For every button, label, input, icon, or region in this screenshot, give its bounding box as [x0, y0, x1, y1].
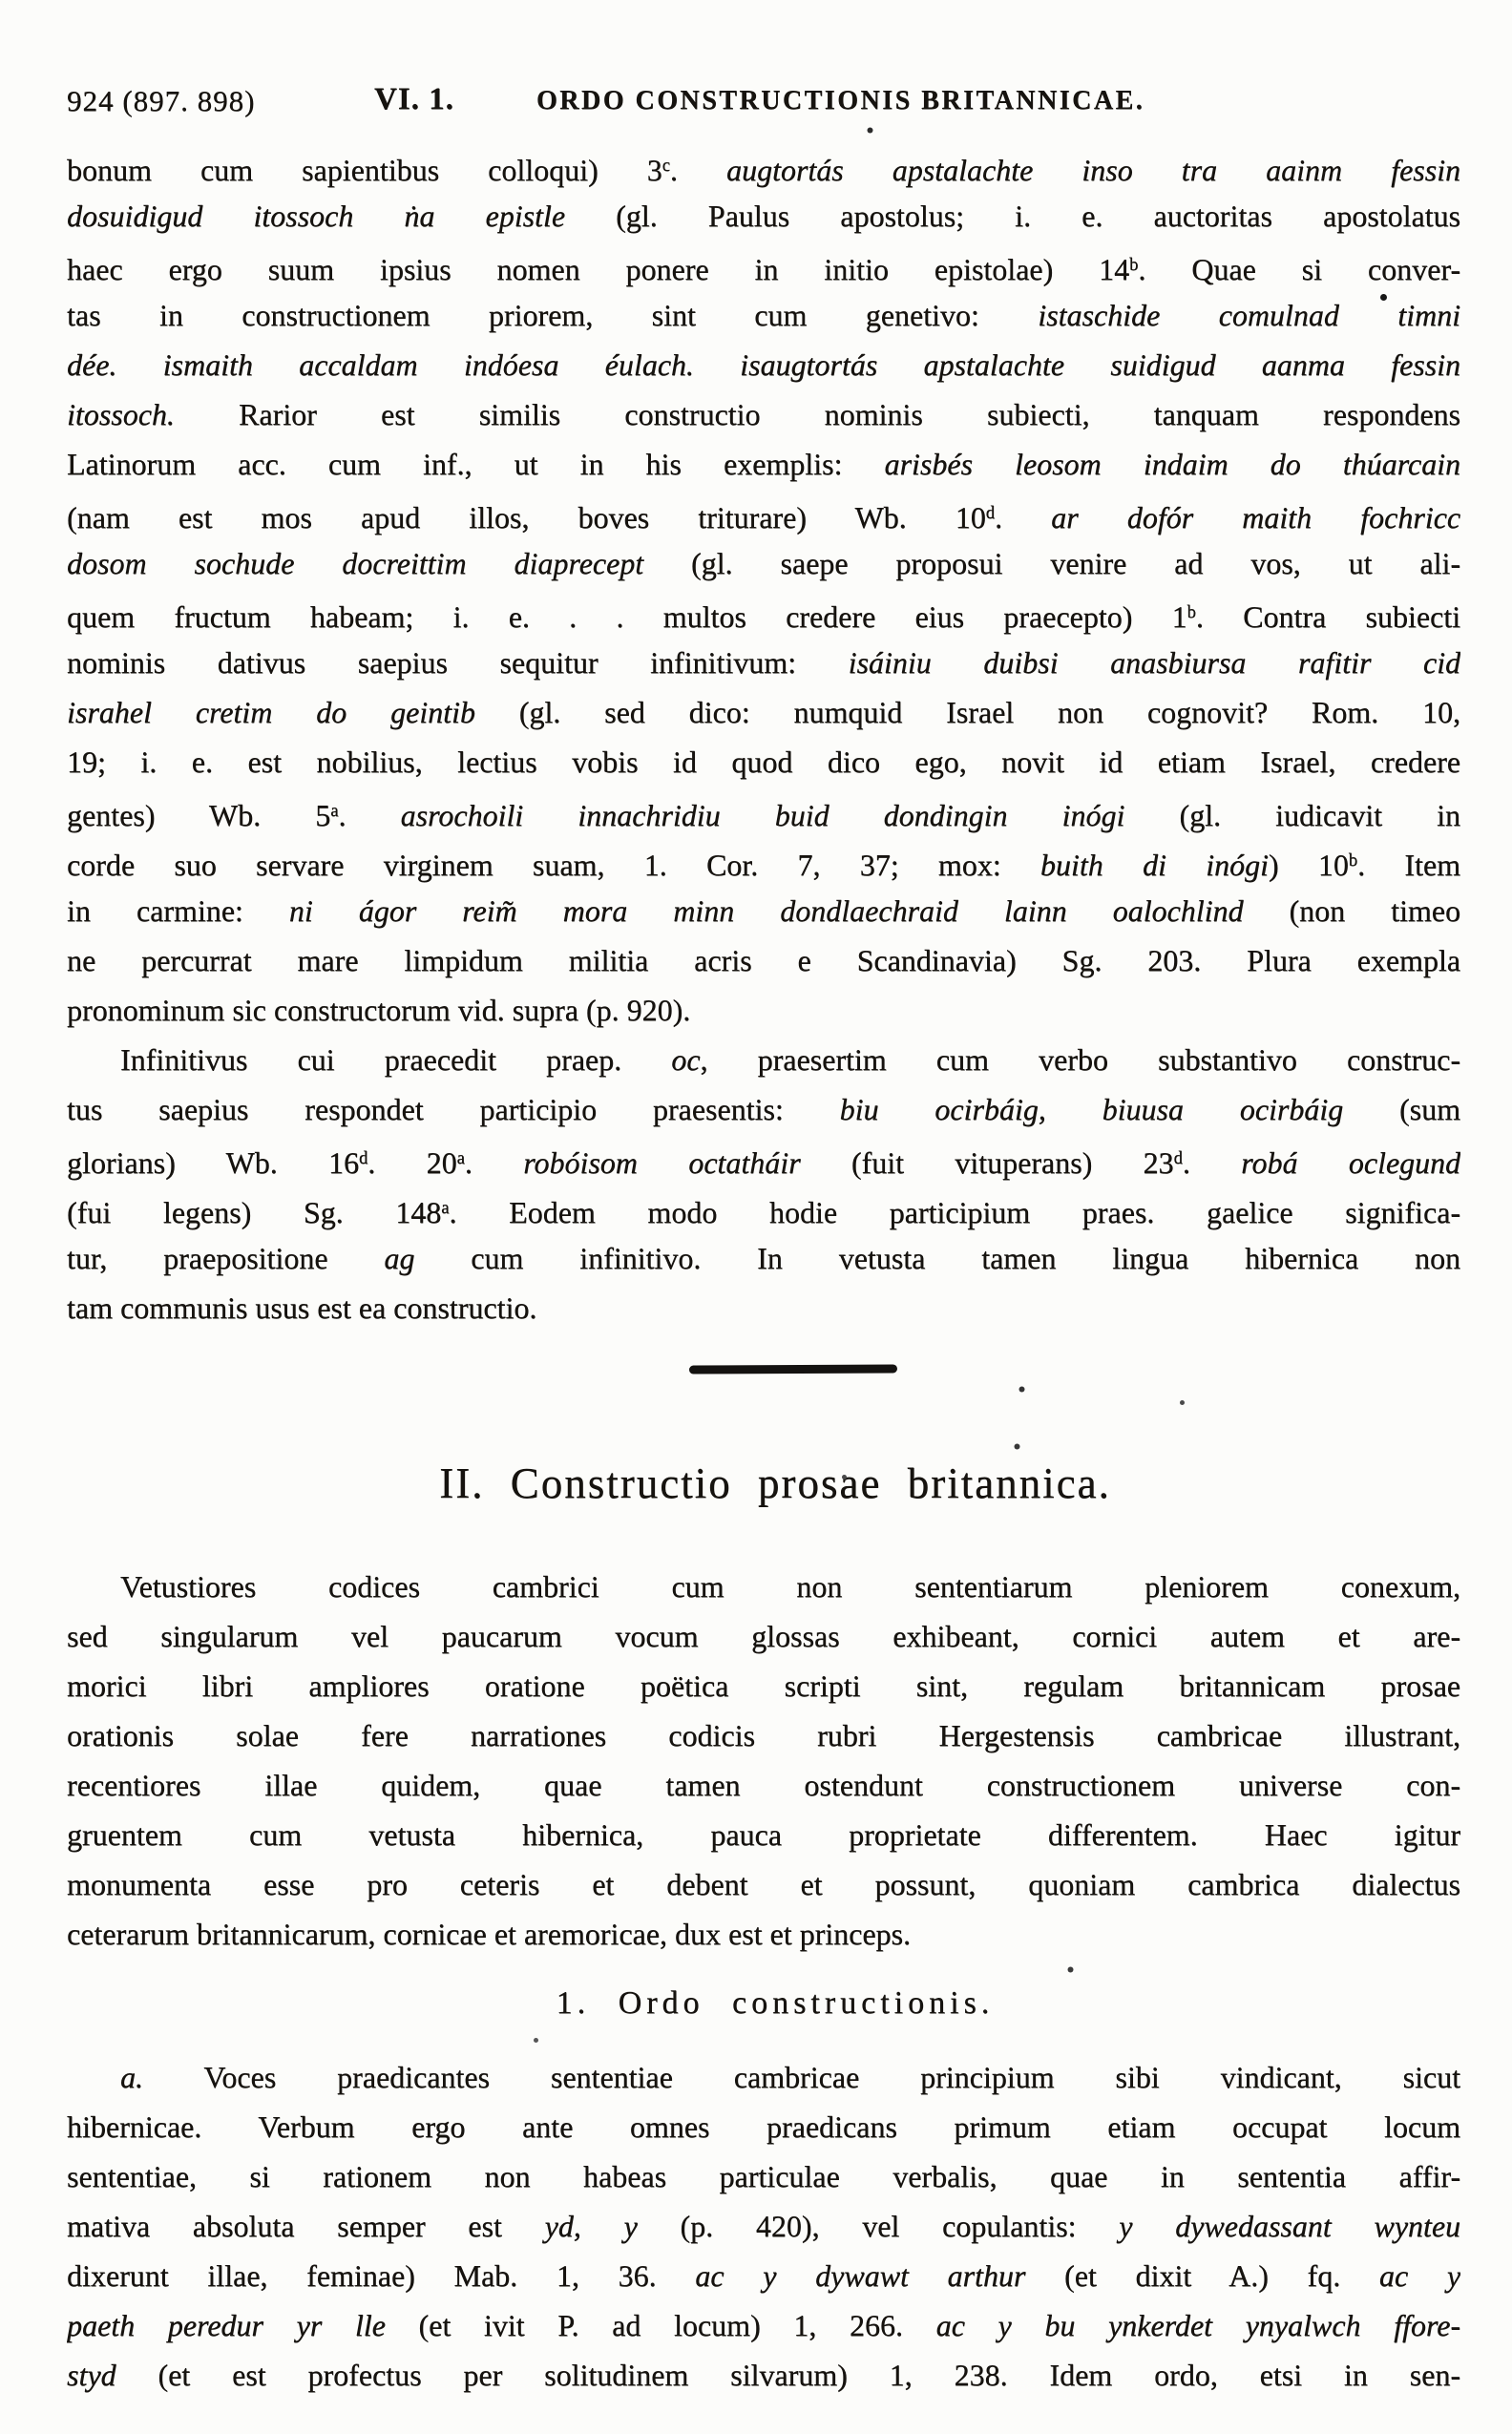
latin-text-segment: . Quae si conver-	[1138, 252, 1460, 287]
cited-celtic-phrase: a.	[120, 2060, 143, 2094]
paragraph-ordo-constructionis	[67, 2052, 1460, 2400]
latin-text-segment: nominis dativus saepius sequitur infinitivum:	[67, 645, 849, 680]
subsection-heading: 1. Ordo constructionis.	[556, 1985, 995, 2021]
latin-text-segment: Rarior est similis constructio nominis subiecti, tanquam respondens	[174, 397, 1460, 431]
latin-text-segment: (non timeo	[1289, 893, 1460, 928]
paragraph-irish-construction	[67, 141, 1460, 1035]
cited-celtic-phrase: ac y	[1378, 2258, 1460, 2293]
latin-text-segment: cum infinitivo. In vetusta tamen lingua hibernica non	[414, 1241, 1460, 1275]
latin-text-segment: (et ivit P. ad locum) 1, 266.	[418, 2308, 936, 2342]
latin-text-segment: morici libri ampliores oratione poëtica scripti sint, regulam britannicam prosae	[67, 1668, 1460, 1703]
text-line	[67, 340, 1460, 389]
text-line	[67, 2251, 1460, 2300]
latin-text-segment: tus saepius respondet participio praesentis:	[67, 1092, 840, 1126]
text-line	[67, 1184, 1460, 1233]
latin-text-segment: (sum	[1399, 1092, 1460, 1126]
cited-celtic-phrase: y dywedassant wynteu	[1119, 2209, 1460, 2243]
text-line	[67, 1134, 1460, 1184]
latin-text-segment: tas in constructionem priorem, sint cum genetivo:	[67, 298, 1039, 332]
text-line	[67, 1562, 1460, 1611]
latin-text-segment: gruentem cum vetusta hibernica, pauca proprietate differentem. Haec igitur	[67, 1817, 1460, 1852]
text-line	[67, 439, 1460, 489]
latin-text-segment: . Eodem modo hodie participium praes. gaelice significa-	[449, 1195, 1460, 1230]
cited-celtic-phrase: asrochoili innachridiu buid dondingin inógi	[400, 798, 1180, 833]
cited-celtic-phrase: dosuidigud itossoch ṅa epistle	[67, 199, 617, 233]
folio-superscript: d	[1173, 1148, 1183, 1168]
latin-text-segment: mativa absoluta semper est	[67, 2209, 545, 2243]
cited-celtic-phrase: arisbés leosom indaim do thúarcain	[884, 447, 1460, 481]
folio-superscript: d	[359, 1148, 368, 1168]
latin-text-segment: ) 10	[1268, 848, 1349, 883]
text-line	[67, 191, 1460, 241]
latin-text-segment: . Contra subiecti	[1195, 599, 1460, 635]
running-header	[67, 80, 1460, 124]
paragraph-infinitivus	[67, 1035, 1460, 1332]
latin-text-segment: .	[669, 153, 726, 188]
text-line	[67, 737, 1460, 787]
cited-celtic-phrase: buith di inógi	[1040, 848, 1269, 883]
latin-text-segment: recentiores illae quidem, quae tamen ostendunt constructionem universe con-	[67, 1768, 1460, 1802]
folio-superscript: b	[1186, 602, 1196, 622]
latin-text-segment: tur, praepositione	[67, 1241, 385, 1275]
text-line	[67, 836, 1460, 886]
latin-text-segment: .	[1182, 1145, 1242, 1181]
latin-text-segment: Infinitivus cui praecedit praep.	[120, 1042, 672, 1077]
latin-text-segment: ceterarum britannicarum, cornicae et aremoricae, dux est et princeps.	[67, 1917, 911, 1951]
latin-text-segment: monumenta esse pro ceteris et debent et possunt, quoniam cambrica dialectus	[67, 1867, 1460, 1901]
folio-superscript: c	[662, 156, 670, 176]
cited-celtic-phrase: paeth peredur yr lle	[67, 2308, 419, 2342]
text-line	[67, 687, 1460, 737]
latin-text-segment: corde suo servare virginem suam, 1. Cor. 7, 37; mox:	[67, 848, 1040, 883]
text-line	[67, 1909, 1460, 1959]
text-line	[67, 1710, 1460, 1760]
text-line	[67, 1760, 1460, 1810]
latin-text-segment: sententiae, si rationem non habeas particulae verbalis, quae in sententia affir-	[67, 2159, 1460, 2193]
latin-text-segment: pronominum sic constructorum vid. supra (p. 920).	[67, 993, 691, 1027]
text-line	[67, 489, 1460, 538]
cited-celtic-phrase: styd	[67, 2358, 158, 2392]
folio-superscript: a	[456, 1148, 465, 1168]
latin-text-segment: dixerunt illae, feminae) Mab. 1, 36.	[67, 2258, 696, 2293]
text-line	[67, 290, 1460, 340]
cited-celtic-phrase: dée. ismaith accaldam indóesa éulach. isaugtortás apstalachte suidigud aanma fessin	[67, 347, 1460, 382]
text-line	[67, 1661, 1460, 1710]
latin-text-segment: (gl. sed dico: numquid Israel non cognovit? Rom. 10,	[518, 695, 1460, 729]
text-line	[67, 638, 1460, 687]
cited-celtic-phrase: ac y dywawt arthur	[695, 2258, 1065, 2293]
latin-text-segment: (gl. saepe proposui venire ad vos, ut ali-	[691, 546, 1460, 580]
latin-text-segment: .	[464, 1145, 524, 1181]
folio-superscript: b	[1348, 850, 1358, 871]
chapter-number: VI. 1.	[374, 82, 454, 116]
text-line	[67, 1233, 1460, 1283]
latin-text-segment: hibernicae. Verbum ergo ante omnes praedicans primum etiam occupat locum	[67, 2109, 1460, 2144]
latin-text-segment: haec ergo suum ipsius nomen ponere in initio epistolae) 14	[67, 252, 1130, 287]
latin-text-segment: . 20	[368, 1145, 457, 1181]
text-line	[67, 389, 1460, 439]
cited-celtic-phrase: istaschide comulnad timni	[1038, 298, 1460, 332]
latin-text-segment: orationis solae fere narrationes codicis rubri Hergestensis cambricae illustrant,	[67, 1718, 1460, 1752]
latin-text-segment: Voces praedicantes sententiae cambricae principium sibi vindicant, sicut	[143, 2060, 1460, 2094]
text-line	[67, 2052, 1460, 2102]
text-line	[67, 2151, 1460, 2201]
text-line	[67, 1859, 1460, 1909]
latin-text-segment: ne percurrat mare limpidum militia acris e Scandinavia) Sg. 203. Plura exempla	[67, 943, 1460, 977]
latin-text-segment: , praesertim cum verbo substantivo construc-	[700, 1042, 1460, 1077]
text-line	[67, 935, 1460, 985]
running-title: ORDO CONSTRUCTIONIS BRITANNICAE.	[536, 86, 1145, 115]
cited-celtic-phrase: dosom sochude docreittim diaprecept	[67, 546, 691, 580]
folio-superscript: a	[441, 1198, 450, 1218]
latin-text-segment: (fui legens) Sg. 148	[67, 1195, 442, 1230]
latin-text-segment: Vetustiores codices cambrici cum non sententiarum pleniorem conexum,	[120, 1569, 1460, 1604]
text-line	[67, 2201, 1460, 2251]
latin-text-segment: in carmine:	[67, 893, 289, 928]
cited-celtic-phrase: biu ocirbáig, biuusa ocirbáig	[839, 1092, 1400, 1126]
latin-text-segment: Latinorum acc. cum inf., ut in his exemplis:	[67, 447, 885, 481]
latin-text-segment: .	[995, 500, 1052, 535]
latin-text-segment: bonum cum sapientibus colloqui) 3	[67, 153, 662, 188]
text-line	[67, 1084, 1460, 1134]
latin-text-segment: (et dixit A.) fq.	[1064, 2258, 1379, 2293]
cited-celtic-phrase: robóisom octatháir	[523, 1145, 851, 1181]
text-line	[67, 2300, 1460, 2350]
text-line	[67, 2102, 1460, 2151]
folio-superscript: a	[330, 801, 339, 821]
text-line	[67, 241, 1460, 290]
folio-superscript: d	[985, 503, 996, 523]
text-line	[67, 1035, 1460, 1084]
text-line	[67, 886, 1460, 935]
latin-text-segment: (nam est mos apud illos, boves triturare) Wb. 10	[67, 500, 986, 535]
section-divider-rule	[689, 1364, 897, 1374]
text-line	[67, 1283, 1460, 1332]
latin-text-segment: gentes) Wb. 5	[67, 798, 331, 833]
latin-text-segment: (gl. iudicavit in	[1179, 798, 1460, 833]
latin-text-segment: . Item	[1357, 848, 1460, 883]
folio-superscript: b	[1129, 255, 1139, 275]
paragraph-vetustiores	[67, 1562, 1460, 1959]
latin-text-segment: quem fructum habeam; i. e. . . multos credere eius praecepto) 1	[67, 599, 1187, 635]
cited-celtic-phrase: ni ágor reim̃ mora minn dondlaechraid lainn oalochlind	[288, 893, 1290, 928]
cited-celtic-phrase: ar dofór maith fochricc	[1051, 500, 1460, 535]
text-line	[67, 787, 1460, 836]
cited-celtic-phrase: isáiniu duibsi anasbiursa rafitir cid	[848, 645, 1460, 680]
text-line	[67, 141, 1460, 191]
page-number: 924 (897. 898)	[67, 84, 256, 117]
section-heading: II. Constructio prosae britannica.	[439, 1459, 1111, 1507]
cited-celtic-phrase: oc	[671, 1042, 701, 1077]
cited-celtic-phrase: itossoch.	[67, 397, 175, 431]
cited-celtic-phrase: ag	[384, 1241, 415, 1275]
cited-celtic-phrase: israhel cretim do geintib	[67, 695, 519, 729]
cited-celtic-phrase: yd, y	[544, 2209, 638, 2243]
latin-text-segment: tam communis usus est ea constructio.	[67, 1290, 537, 1325]
text-line	[67, 538, 1460, 588]
cited-celtic-phrase: augtortás apstalachte inso tra aainm fessin	[725, 153, 1460, 188]
latin-text-segment: (et est profectus per solitudinem silvarum) 1, 238. Idem ordo, etsi in sen-	[158, 2358, 1460, 2392]
text-line	[67, 1810, 1460, 1859]
latin-text-segment: .	[338, 798, 401, 833]
text-line	[67, 2350, 1460, 2400]
text-line	[67, 588, 1460, 638]
text-line	[67, 1611, 1460, 1661]
scan-noise-specks	[0, 0, 3, 3]
latin-text-segment: 19; i. e. est nobilius, lectius vobis id quod dico ego, novit id etiam Israel, credere	[67, 745, 1460, 779]
latin-text-segment: (p. 420), vel copulantis:	[637, 2209, 1120, 2243]
latin-text-segment: sed singularum vel paucarum vocum glossas exhibeant, cornici autem et are-	[67, 1619, 1460, 1653]
cited-celtic-phrase: robá oclegund	[1241, 1145, 1460, 1181]
latin-text-segment: glorians) Wb. 16	[67, 1145, 360, 1181]
latin-text-segment: (gl. Paulus apostolus; i. e. auctoritas apostolatus	[616, 199, 1460, 233]
text-line	[67, 985, 1460, 1035]
cited-celtic-phrase: ac y bu ynkerdet ynyalwch ffore-	[935, 2308, 1460, 2342]
latin-text-segment: (fuit vituperans) 23	[850, 1145, 1174, 1181]
